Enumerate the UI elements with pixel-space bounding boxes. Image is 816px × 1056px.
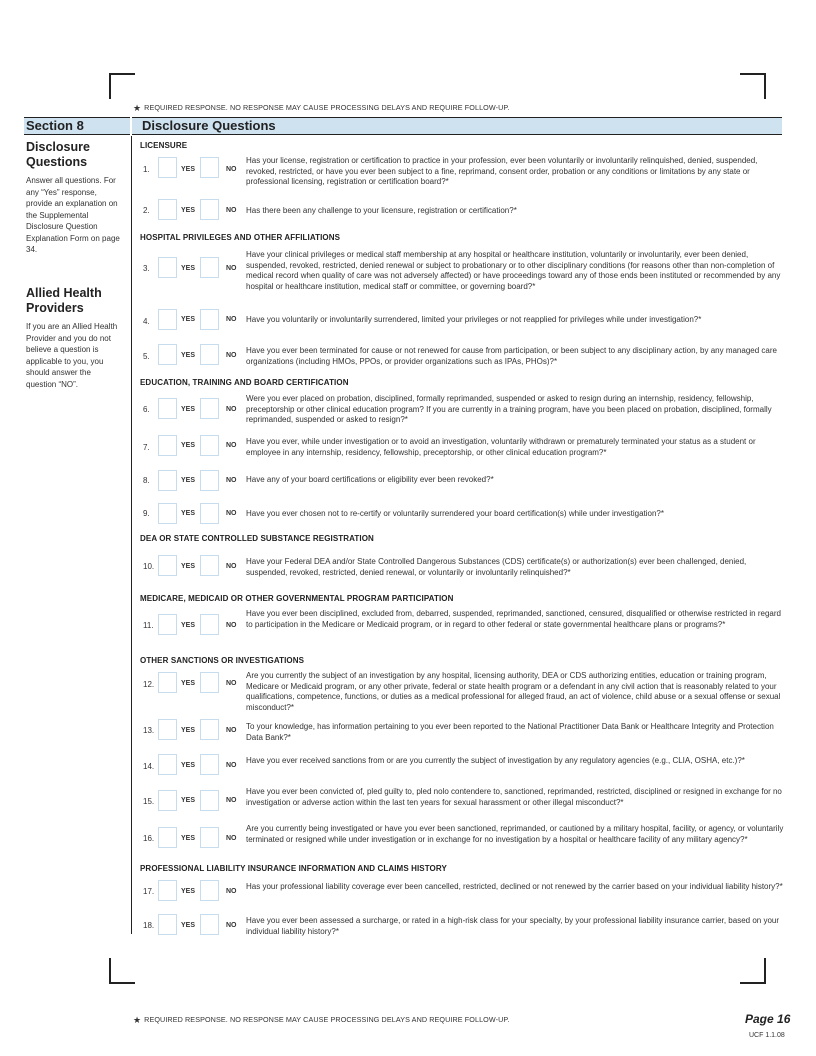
required-notice-text: REQUIRED RESPONSE. NO RESPONSE MAY CAUSE PROCESSING DELAYS AND REQUIRE FOLLOW-UP. [144,1015,510,1024]
question-number: 16. [143,834,155,843]
yes-label: YES [181,888,196,895]
question-text: Have you voluntarily or involuntarily surrendered, limited your privileges or not reapplied for privileges while under investigation?* [246,315,702,324]
no-label: NO [226,563,237,570]
no-checkbox[interactable] [200,827,219,848]
question-number: 10. [143,562,155,571]
yes-label: YES [181,477,196,484]
no-checkbox[interactable] [200,719,219,740]
crop-mark-top-right [740,73,766,99]
yes-label: YES [181,835,196,842]
sidebar-disclosure [26,140,122,256]
no-checkbox[interactable] [200,914,219,935]
question-text: Have you ever chosen not to re-certify or voluntarily surrendered your board certification(s) while under investigation?* [246,509,664,518]
yes-checkbox[interactable] [158,398,177,419]
sidebar-disclosure-text: Answer all questions. For any “Yes” response, provide an explanation on the Supplemental Disclosure Question Explanation Form on page 34. [26,176,120,254]
no-checkbox[interactable] [200,470,219,491]
yes-checkbox[interactable] [158,719,177,740]
yes-label: YES [181,316,196,323]
yes-label: YES [181,406,196,413]
yes-checkbox[interactable] [158,435,177,456]
question-number: 6. [143,405,150,414]
question-number: 4. [143,317,150,326]
sidebar-allied [26,286,122,390]
category-heading: LICENSURE [140,141,188,150]
yes-checkbox[interactable] [158,309,177,330]
yes-label: YES [181,265,196,272]
no-checkbox[interactable] [200,309,219,330]
no-checkbox[interactable] [200,880,219,901]
no-label: NO [226,762,237,769]
question-number: 9. [143,509,150,518]
question-text: Have you ever received sanctions from or are you currently the subject of investigation by any regulatory agencies (e.g., CLIA, OSHA, etc.)?* [246,756,745,765]
question-text: Have you ever been terminated for cause or not renewed for cause from participation, or been subject to any disciplinary action, by any managed care organizations (including HMOs, PPOs, or provider organizations such as IPAs, PHOs)?* [246,346,777,366]
yes-label: YES [181,797,196,804]
question-number: 2. [143,206,150,215]
section-label: Section 8 [24,117,130,135]
no-checkbox[interactable] [200,157,219,178]
yes-checkbox[interactable] [158,344,177,365]
no-checkbox[interactable] [200,344,219,365]
no-label: NO [226,352,237,359]
yes-label: YES [181,762,196,769]
yes-label: YES [181,352,196,359]
section-title: Disclosure Questions [132,117,782,135]
yes-checkbox[interactable] [158,503,177,524]
required-notice-bottom [133,1015,509,1026]
question-text: Have any of your board certifications or eligibility ever been revoked?* [246,475,494,484]
yes-label: YES [181,207,196,214]
question-number: 1. [143,165,150,174]
question-text: Has your professional liability coverage ever been cancelled, restricted, declined or not renewed by the carrier based on your individual liability history?* [246,882,783,891]
yes-checkbox[interactable] [158,470,177,491]
crop-mark-bottom-right [740,958,766,984]
no-label: NO [226,680,237,687]
sidebar-allied-title: Allied Health Providers [26,286,102,315]
question-text: Have you ever been convicted of, pled guilty to, pled nolo contendere to, sanctioned, reprimanded, restricted, disciplined or resigned in exchange for no investigation or adverse action within the last ten years for sexual harassment or other illegal misconduct?* [246,787,782,807]
no-label: NO [226,888,237,895]
yes-label: YES [181,622,196,629]
question-text: Have your Federal DEA and/or State Controlled Dangerous Substances (CDS) certificate(s) or authorization(s) ever been challenged, denied, suspended, revoked, restricted, denied renewal, or voluntarily or involuntarily relinquished?* [246,557,747,577]
category-heading: DEA OR STATE CONTROLLED SUBSTANCE REGISTRATION [140,534,374,543]
required-notice-text: REQUIRED RESPONSE. NO RESPONSE MAY CAUSE PROCESSING DELAYS AND REQUIRE FOLLOW-UP. [144,103,510,112]
no-checkbox[interactable] [200,257,219,278]
question-number: 11. [143,621,154,630]
question-text: Has your license, registration or certification to practice in your profession, ever been voluntarily or involuntarily relinquished, denied, suspended, revoked, restricted, or have you ever been subject to a fine, reprimand, consent order, probation or any conditions or limitations by any state or professional licensing, registration or certification board?* [246,156,758,186]
no-label: NO [226,406,237,413]
yes-checkbox[interactable] [158,790,177,811]
crop-mark-bottom-left [109,958,135,984]
yes-label: YES [181,922,196,929]
required-star-icon: ★ [133,103,142,113]
no-checkbox[interactable] [200,199,219,220]
yes-checkbox[interactable] [158,614,177,635]
yes-label: YES [181,680,196,687]
no-label: NO [226,510,237,517]
yes-checkbox[interactable] [158,880,177,901]
page-number: Page 16 [745,1012,791,1026]
no-label: NO [226,835,237,842]
no-label: NO [226,727,237,734]
question-text: Have you ever, while under investigation or to avoid an investigation, voluntarily withdrawn or prematurely terminated your status as a student or employee in any internship, residency, fellowship, preceptorship, or other clinical education program?* [246,437,756,457]
no-checkbox[interactable] [200,754,219,775]
question-text: Are you currently the subject of an investigation by any hospital, licensing authority, DEA or CDS authorizing entities, education or training program, Medicare or Medicaid program, or any other private, federal or state health program or a defendant in any civil action that is reasonably related to your qualifications, competence, functions, or duties as a medical professional for alleged fraud, an act of violence, child abuse or a sexual offense or sexual misconduct?* [246,671,781,712]
no-checkbox[interactable] [200,398,219,419]
question-number: 18. [143,921,155,930]
question-number: 17. [143,887,155,896]
sidebar-allied-text: If you are an Allied Health Provider and you do not believe a question is applicable to you, you should answer the question “NO”. [26,322,118,389]
category-heading: EDUCATION, TRAINING AND BOARD CERTIFICATION [140,378,349,387]
no-checkbox[interactable] [200,503,219,524]
question-text: Are you currently being investigated or have you ever been sanctioned, reprimanded, or cautioned by a military hospital, facility, or agency, or voluntarily terminated or resigned while under investigation or in exchange for no investigation by a hospital or healthcare facility of any military agency?* [246,824,784,844]
no-label: NO [226,922,237,929]
yes-label: YES [181,166,196,173]
sidebar-disclosure-title: Disclosure Questions [26,140,90,169]
no-label: NO [226,797,237,804]
question-number: 3. [143,264,150,273]
yes-label: YES [181,563,196,570]
no-label: NO [226,622,237,629]
question-number: 7. [143,443,150,452]
yes-checkbox[interactable] [158,827,177,848]
no-checkbox[interactable] [200,614,219,635]
yes-checkbox[interactable] [158,672,177,693]
no-checkbox[interactable] [200,555,219,576]
column-divider [131,136,132,934]
no-label: NO [226,477,237,484]
yes-label: YES [181,727,196,734]
category-heading: HOSPITAL PRIVILEGES AND OTHER AFFILIATIONS [140,233,341,242]
yes-checkbox[interactable] [158,157,177,178]
question-text: Has there been any challenge to your licensure, registration or certification?* [246,206,517,215]
category-heading: PROFESSIONAL LIABILITY INSURANCE INFORMATION AND CLAIMS HISTORY [140,864,447,873]
yes-label: YES [181,510,196,517]
question-text: Have you ever been disciplined, excluded from, debarred, suspended, reprimanded, sanctioned, censured, disqualified or otherwise restricted in regard to participation in the Medicare or Medicaid program, or in regard to other federal or state governmental healthcare plans or programs?* [246,609,781,629]
required-notice-top [133,103,509,114]
question-number: 14. [143,762,155,771]
no-checkbox[interactable] [200,790,219,811]
question-number: 12. [143,680,155,689]
no-checkbox[interactable] [200,435,219,456]
question-number: 13. [143,726,155,735]
no-label: NO [226,316,237,323]
no-label: NO [226,207,237,214]
question-number: 5. [143,352,150,361]
no-label: NO [226,166,237,173]
category-heading: OTHER SANCTIONS OR INVESTIGATIONS [140,656,305,665]
yes-checkbox[interactable] [158,257,177,278]
yes-checkbox[interactable] [158,754,177,775]
no-label: NO [226,265,237,272]
section-header [24,117,782,135]
question-text: Have your clinical privileges or medical staff membership at any hospital or healthcare institution, voluntarily or involuntarily, ever been denied, suspended, revoked, restricted, denied renewal or subject to probationary or to other disciplinary conditions (for reasons other than non-completion of medical record when quality of care was not adversely affected) or have proceedings toward any of those ends been instituted or recommended by any hospital or healthcare institution, medical staff or committee, or governing board?* [246,250,781,291]
question-text: Have you ever been assessed a surcharge, or rated in a high-risk class for your specialty, by your professional liability insurance carrier, based on your individual liability history?* [246,916,780,936]
no-checkbox[interactable] [200,672,219,693]
required-star-icon: ★ [133,1015,142,1025]
form-version: UCF 1.1.08 [749,1032,785,1039]
yes-checkbox[interactable] [158,555,177,576]
no-label: NO [226,442,237,449]
yes-checkbox[interactable] [158,914,177,935]
crop-mark-top-left [109,73,135,99]
yes-checkbox[interactable] [158,199,177,220]
question-number: 8. [143,476,150,485]
category-heading: MEDICARE, MEDICAID OR OTHER GOVERNMENTAL PROGRAM PARTICIPATION [140,594,454,603]
yes-label: YES [181,442,196,449]
question-text: Were you ever placed on probation, disciplined, formally reprimanded, suspended or asked to resign during an internship, residency, fellowship, preceptorship or other clinical education program? If you are currently in a training program, have you been placed on probation, disciplined, formally reprimanded, suspended or asked to resign?* [246,394,772,424]
question-number: 15. [143,797,155,806]
question-text: To your knowledge, has information pertaining to you ever been reported to the National Practitioner Data Bank or Healthcare Integrity and Protection Data Bank?* [246,722,774,742]
